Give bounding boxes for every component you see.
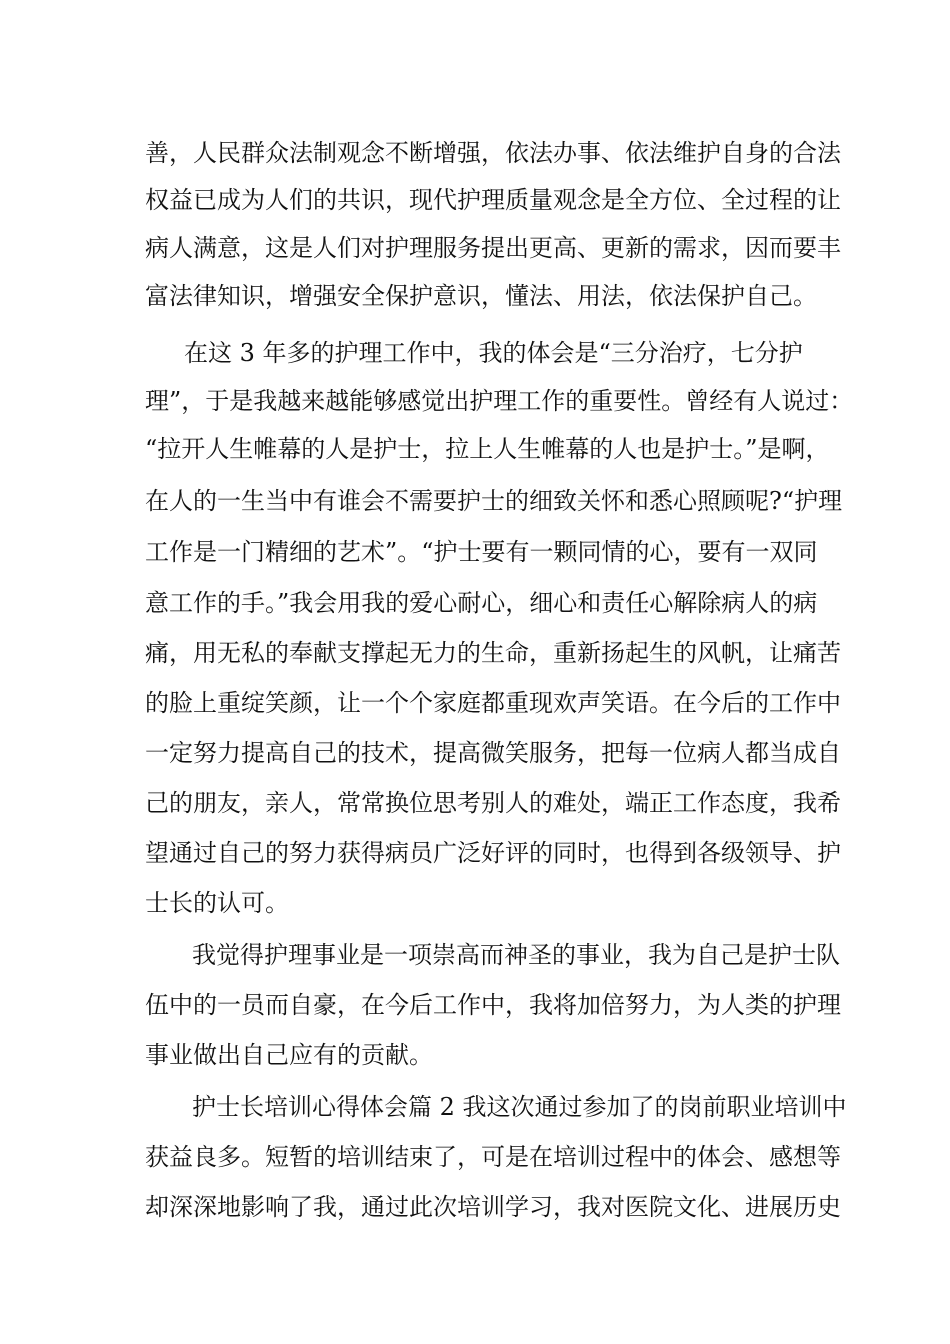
text-line: 意工作的手。”我会用我的爱心耐心，细心和责任心解除病人的病 (145, 589, 818, 617)
text-line: 理”，于是我越来越能够感觉出护理工作的重要性。曾经有人说过： (145, 387, 854, 415)
text-line: 己的朋友，亲人，常常换位思考别人的难处，端正工作态度，我希 (145, 789, 841, 817)
text-line: 一定努力提高自己的技术，提高微笑服务，把每一位病人都当成自 (145, 739, 841, 767)
text-line: 获益良多。短暂的培训结束了，可是在培训过程中的体会、感想等 (145, 1143, 841, 1171)
text-line: 我觉得护理事业是一项崇高而神圣的事业，我为自己是护士队 (192, 941, 840, 969)
text-line: 权益已成为人们的共识，现代护理质量观念是全方位、全过程的让 (145, 186, 841, 214)
text-line: 伍中的一员而自豪，在今后工作中，我将加倍努力，为人类的护理 (145, 991, 841, 1019)
text-line: 却深深地影响了我，通过此次培训学习，我对医院文化、进展历史 (145, 1193, 841, 1221)
text-line: 痛，用无私的奉献支撑起无力的生命，重新扬起生的风帆，让痛苦 (145, 639, 841, 667)
text-line: 望通过自己的努力获得病员广泛好评的同时，也得到各级领导、护 (145, 839, 841, 867)
text-line: 护士长培训心得体会篇 2 我这次通过参加了的岗前职业培训中 (192, 1093, 847, 1121)
text-line: 士长的认可。 (145, 889, 289, 917)
text-line: 工作是一门精细的艺术”。“护士要有一颗同情的心，要有一双同 (145, 538, 818, 566)
text-line: 善，人民群众法制观念不断增强，依法办事、依法维护自身的合法 (145, 139, 841, 167)
text-line: 的脸上重绽笑颜，让一个个家庭都重现欢声笑语。在今后的工作中 (145, 689, 841, 717)
text-line: “拉开人生帷幕的人是护士，拉上人生帷幕的人也是护士。”是啊， (145, 435, 830, 463)
text-line: 事业做出自己应有的贡献。 (145, 1041, 433, 1069)
text-line: 在人的一生当中有谁会不需要护士的细致关怀和悉心照顾呢?“护理 (145, 487, 843, 515)
text-line: 病人满意，这是人们对护理服务提出更高、更新的需求，因而要丰 (145, 234, 841, 262)
text-line: 在这 3 年多的护理工作中，我的体会是“三分治疗，七分护 (184, 339, 803, 367)
text-line: 富法律知识，增强安全保护意识，懂法、用法，依法保护自己。 (145, 282, 817, 310)
